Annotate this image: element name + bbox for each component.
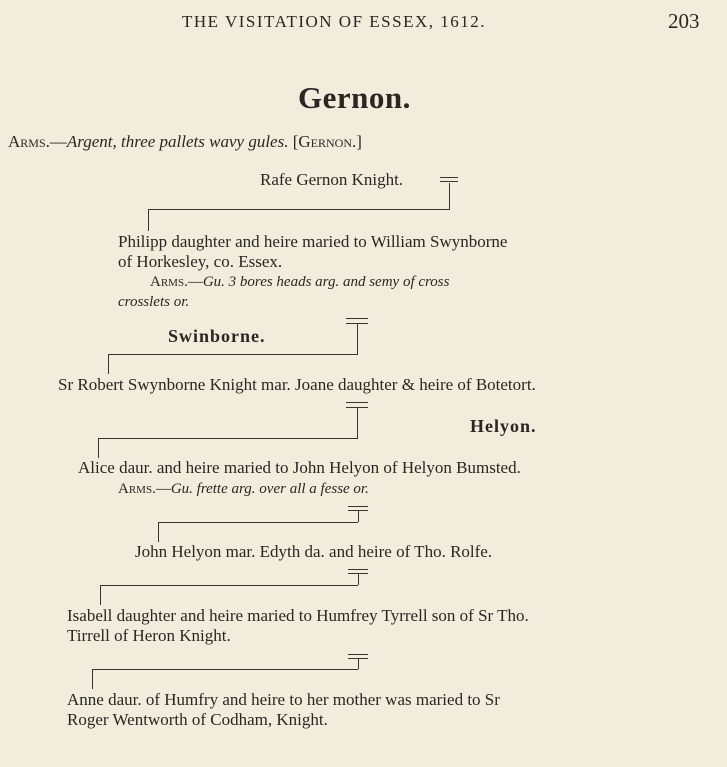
descent-line <box>357 408 358 438</box>
arms-blazon: Gu. frette arg. over all a fesse or. <box>170 481 369 497</box>
entry-john-helyon: John Helyon mar. Edyth da. and heire of Tho. Rolfe. <box>135 542 493 561</box>
descent-line <box>449 183 450 209</box>
entry-anne-cont: Roger Wentworth of Codham, Knight. <box>67 710 328 729</box>
marriage-sign <box>440 181 458 182</box>
arms-helyon <box>118 481 369 498</box>
marriage-sign <box>346 318 368 319</box>
entry-isabell: Isabell daughter and heire maried to Humfrey Tyrrell son of Sr Tho. <box>67 606 529 625</box>
descent-line <box>158 522 358 523</box>
arms-blazon: Argent, three pallets wavy gules. <box>66 132 289 151</box>
descent-line <box>98 438 99 458</box>
descent-line <box>358 511 359 522</box>
arms-swinborne <box>150 274 449 291</box>
descent-line <box>92 669 358 670</box>
arms-attribution: [Gernon.] <box>292 132 362 151</box>
marriage-sign <box>348 654 368 655</box>
entry-anne: Anne daur. of Humfry and heire to her mother was maried to Sr <box>67 690 500 709</box>
entry-robert-swynborne: Sr Robert Swynborne Knight mar. Joane daughter & heire of Botetort. <box>58 375 536 394</box>
running-title: THE VISITATION OF ESSEX, 1612. <box>182 12 486 31</box>
marriage-sign <box>346 402 368 403</box>
arms-gernon <box>8 132 362 152</box>
page-title: Gernon. <box>298 80 411 115</box>
subhead-helyon: Helyon. <box>470 416 537 436</box>
marriage-sign <box>348 569 368 570</box>
descent-line <box>357 324 358 354</box>
arms-label: Arms.— <box>118 481 171 497</box>
descent-line <box>158 522 159 542</box>
entry-rafe-gernon: Rafe Gernon Knight. <box>260 170 404 189</box>
descent-line <box>358 574 359 585</box>
descent-line <box>100 585 358 586</box>
arms-swinborne-cont: crosslets or. <box>118 294 190 310</box>
marriage-sign <box>440 177 458 178</box>
entry-alice: Alice daur. and heire maried to John Helyon of Helyon Bumsted. <box>78 458 521 477</box>
entry-isabell-cont: Tirrell of Heron Knight. <box>67 626 231 645</box>
descent-line <box>148 209 149 231</box>
page-number: 203 <box>668 9 700 33</box>
arms-label: Arms.— <box>150 274 203 290</box>
descent-line <box>92 669 93 689</box>
descent-line <box>358 659 359 669</box>
entry-philipp-cont: of Horkesley, co. Essex. <box>118 252 283 271</box>
arms-blazon: Gu. 3 bores heads arg. and semy of cross <box>202 274 450 290</box>
descent-line <box>108 354 109 374</box>
descent-line <box>148 209 450 210</box>
descent-line <box>98 438 358 439</box>
entry-philipp: Philipp daughter and heire maried to William Swynborne <box>118 232 508 251</box>
descent-line <box>100 585 101 605</box>
subhead-swinborne: Swinborne. <box>168 326 266 346</box>
marriage-sign <box>348 506 368 507</box>
descent-line <box>108 354 358 355</box>
arms-label: Arms.— <box>8 132 67 151</box>
